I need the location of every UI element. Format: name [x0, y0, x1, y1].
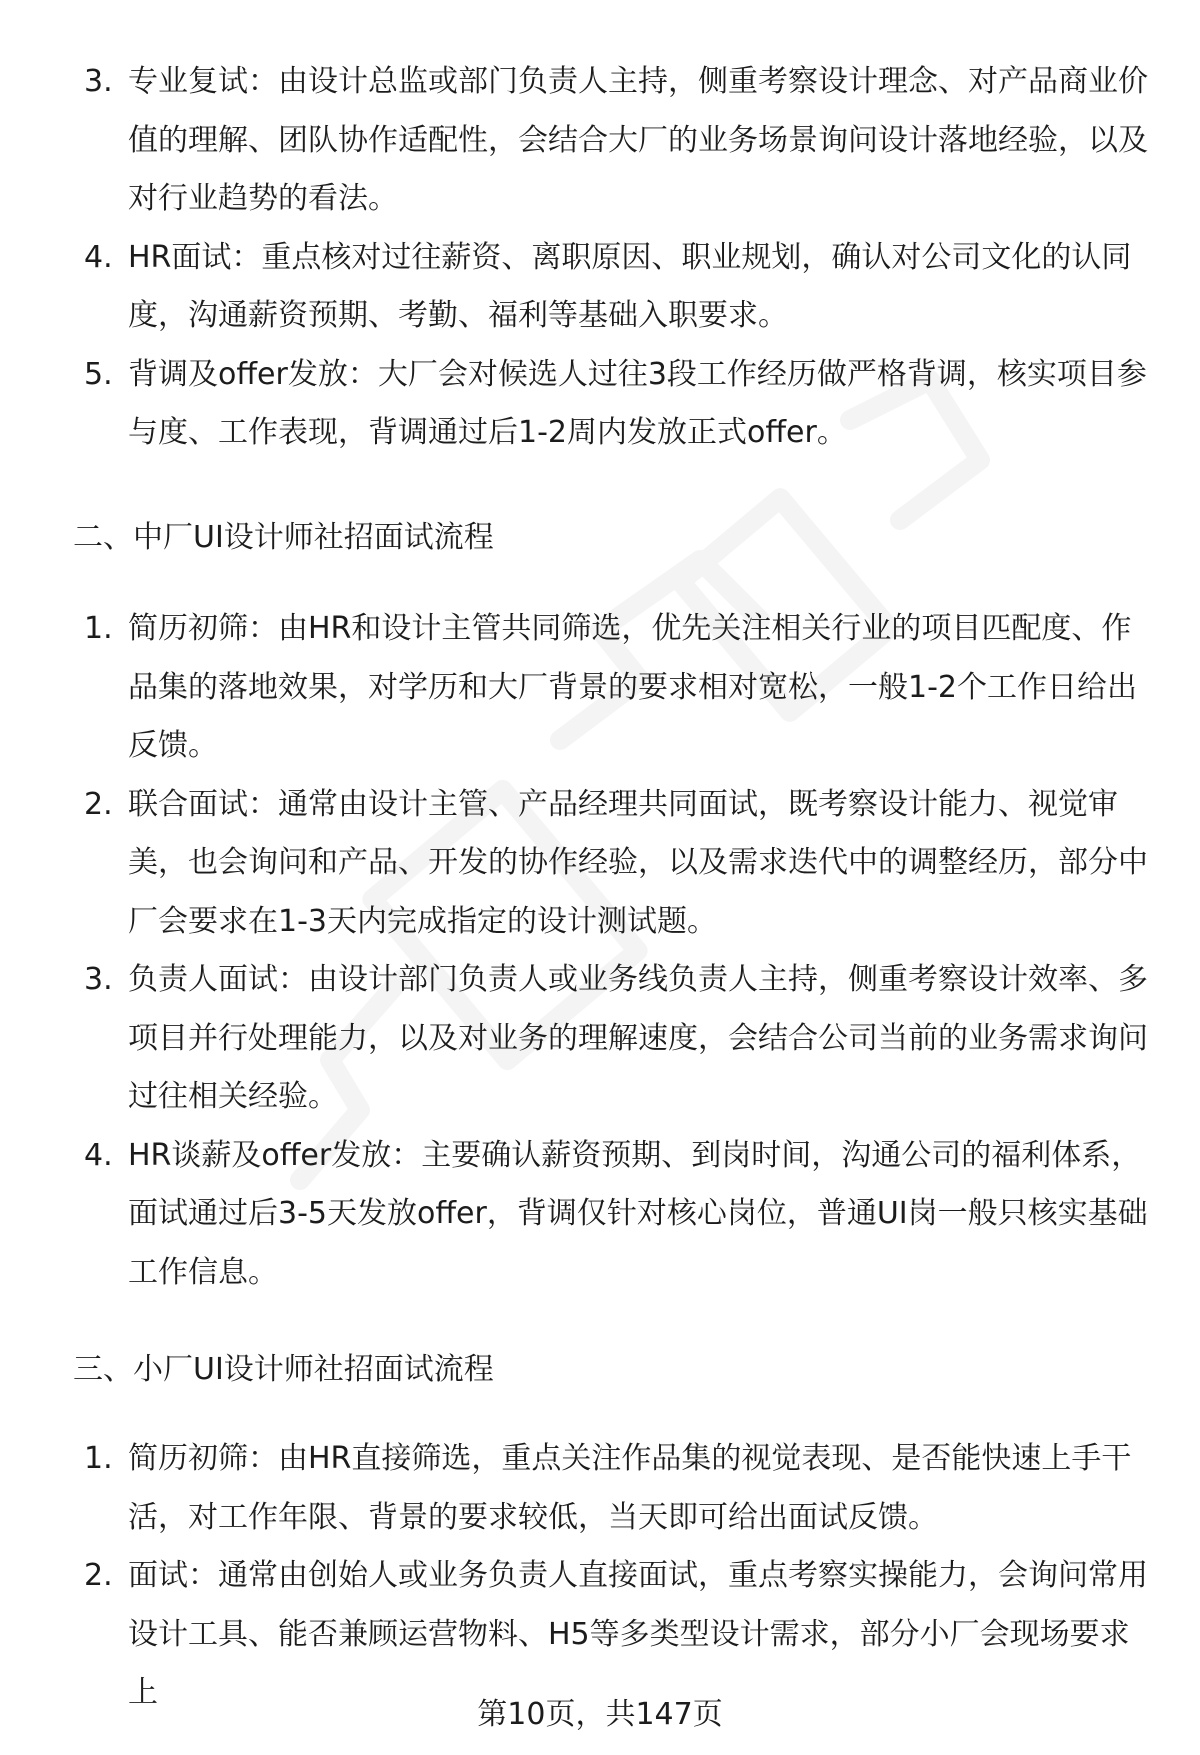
- list-item-number: 5.: [84, 356, 113, 392]
- list-item: [0, 776, 1200, 952]
- list-item-text: 负责人面试：由设计部门负责人或业务线负责人主持，侧重考察设计效率、多项目并行处理能力，以及对业务的理解速度，会结合公司当前的业务需求询问过往相关经验。: [128, 962, 1148, 1114]
- list-item: [0, 346, 1200, 463]
- list-item-number: 3.: [84, 962, 113, 997]
- page-number-footer: 第10页，共147页: [477, 1697, 723, 1732]
- section-heading: 二、中厂UI设计师社招面试流程: [73, 520, 494, 555]
- list-item: [0, 229, 1200, 346]
- section-heading: 三、小厂UI设计师社招面试流程: [73, 1352, 494, 1387]
- list-item: [0, 600, 1200, 776]
- list-item-text: 面试：通常由创始人或业务负责人直接面试，重点考察实操能力，会询问常用设计工具、能否兼顾运营物料、H5等多类型设计需求，部分小厂会现场要求上: [128, 1558, 1148, 1710]
- list-item: [0, 1127, 1200, 1303]
- list-item: [0, 951, 1200, 1127]
- list-item-number: 4.: [84, 239, 113, 275]
- list-item-number: 2.: [84, 1558, 113, 1593]
- section-continued-items: [0, 53, 1200, 463]
- list-item-text: 简历初筛：由HR直接筛选，重点关注作品集的视觉表现、是否能快速上手干活，对工作年限、背景的要求较低，当天即可给出面试反馈。: [128, 1441, 1132, 1535]
- list-item-text: HR面试：重点核对过往薪资、离职原因、职业规划，确认对公司文化的认同度，沟通薪资预期、考勤、福利等基础入职要求。: [128, 239, 1132, 333]
- list-item: [0, 53, 1200, 229]
- list-item-text: 简历初筛：由HR和设计主管共同筛选，优先关注相关行业的项目匹配度、作品集的落地效果，对学历和大厂背景的要求相对宽松，一般1-2个工作日给出反馈。: [128, 611, 1137, 763]
- list-item-text: 联合面试：通常由设计主管、产品经理共同面试，既考察设计能力、视觉审美，也会询问和产品、开发的协作经验，以及需求迭代中的调整经历，部分中厂会要求在1-3天内完成指定的设计测试题。: [128, 786, 1148, 939]
- list-item-text: 背调及offer发放：大厂会对候选人过往3段工作经历做严格背调，核实项目参与度、工作表现，背调通过后1-2周内发放正式offer。: [128, 356, 1147, 450]
- list-item-number: 1.: [84, 1441, 113, 1476]
- list-item-number: 1.: [84, 611, 113, 646]
- list-item-number: 2.: [84, 786, 113, 822]
- section-items: [0, 600, 1200, 1302]
- list-item: [0, 1430, 1200, 1547]
- section-items: [0, 1430, 1200, 1723]
- list-item-number: 3.: [84, 64, 113, 99]
- list-item-text: 专业复试：由设计总监或部门负责人主持，侧重考察设计理念、对产品商业价值的理解、团队协作适配性，会结合大厂的业务场景询问设计落地经验，以及对行业趋势的看法。: [128, 64, 1148, 216]
- list-item-text: HR谈薪及offer发放：主要确认薪资预期、到岗时间，沟通公司的福利体系，面试通过后3-5天发放offer，背调仅针对核心岗位，普通UI岗一般只核实基础工作信息。: [128, 1137, 1148, 1290]
- list-item-number: 4.: [84, 1137, 113, 1173]
